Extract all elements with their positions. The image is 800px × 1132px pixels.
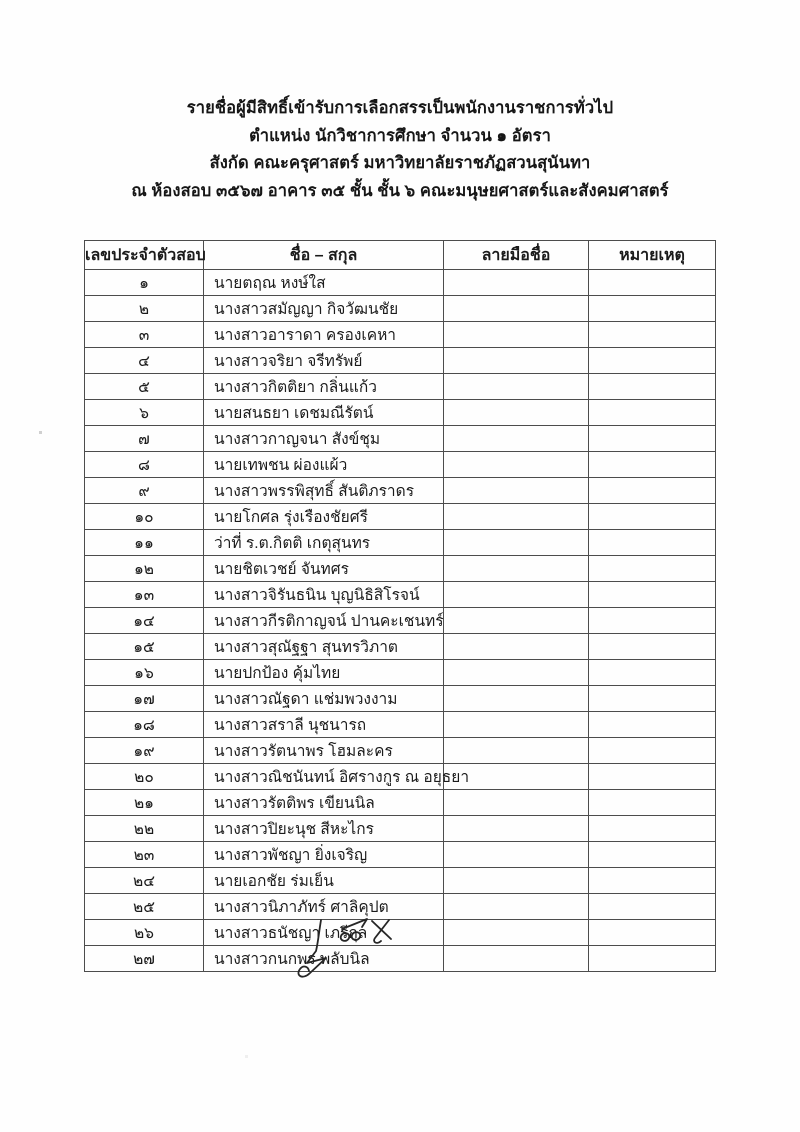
table-row: [85, 478, 716, 504]
signature-cell: [444, 712, 589, 738]
document-title-line-1: รายชื่อผู้มีสิทธิ์เข้ารับการเลือกสรรเป็นพนักงานราชการทั่วไป: [186, 99, 614, 117]
signature-cell: [444, 582, 589, 608]
scan-artifact-speck: [39, 431, 42, 434]
remark-cell: [589, 608, 716, 634]
signature-cell: [444, 322, 589, 348]
signature-cell: [444, 686, 589, 712]
name-cell: นางสาวจิรันธนิน บุญนิธิสิโรจน์: [204, 582, 444, 608]
exam-id-cell: ๒: [85, 296, 204, 322]
table-row: [85, 868, 716, 894]
remark-cell: [589, 738, 716, 764]
remark-cell: [589, 920, 716, 946]
table-row: [85, 270, 716, 296]
signature-cell: [444, 504, 589, 530]
remark-cell: [589, 686, 716, 712]
name-cell: นายปกป้อง คุ้มไทย: [204, 660, 444, 686]
exam-id-cell: ๑: [85, 270, 204, 296]
table-row: [85, 764, 716, 790]
remark-cell: [589, 764, 716, 790]
name-cell: นางสาวกิตติยา กลิ่นแก้ว: [204, 374, 444, 400]
name-cell: นายชิตเวชย์ จันทศร: [204, 556, 444, 582]
table-row: [85, 946, 716, 972]
exam-id-cell: ๓: [85, 322, 204, 348]
table-row: [85, 894, 716, 920]
exam-id-cell: ๙: [85, 478, 204, 504]
exam-id-cell: ๑๒: [85, 556, 204, 582]
exam-id-cell: ๒๒: [85, 816, 204, 842]
signature-cell: [444, 556, 589, 582]
signature-cell: [444, 842, 589, 868]
exam-id-cell: ๑๔: [85, 608, 204, 634]
table-row: [85, 296, 716, 322]
name-cell: นางสาวสมัญญา กิจวัฒนชัย: [204, 296, 444, 322]
name-cell: นางสาวอาราดา ครองเคหา: [204, 322, 444, 348]
exam-id-cell: ๒๓: [85, 842, 204, 868]
remark-cell: [589, 348, 716, 374]
exam-id-cell: ๑๐: [85, 504, 204, 530]
exam-id-cell: ๑๙: [85, 738, 204, 764]
name-cell: นางสาวธนัชญา เภรีกุล: [204, 920, 444, 946]
name-cell: นางสาวณิชนันทน์ อิศรางกูร ณ อยุธยา: [204, 764, 444, 790]
name-cell: ว่าที่ ร.ต.กิตติ เกตุสุนทร: [204, 530, 444, 556]
signature-cell: [444, 400, 589, 426]
name-cell: นางสาวรัตนาพร โฮมละคร: [204, 738, 444, 764]
name-cell: นางสาวจริยา จรีทรัพย์: [204, 348, 444, 374]
exam-id-cell: ๑๕: [85, 634, 204, 660]
table-row: [85, 348, 716, 374]
signature-cell: [444, 270, 589, 296]
name-cell: นางสาวปิยะนุช สีหะไกร: [204, 816, 444, 842]
exam-id-cell: ๒๕: [85, 894, 204, 920]
name-cell: นายตฤณ หงษ์ใส: [204, 270, 444, 296]
exam-id-cell: ๘: [85, 452, 204, 478]
signature-cell: [444, 738, 589, 764]
exam-id-cell: ๕: [85, 374, 204, 400]
table-row: [85, 686, 716, 712]
scan-artifact-speck: [245, 1055, 248, 1058]
name-cell: นางสาวพรรพิสุทธิ์ สันติภราดร: [204, 478, 444, 504]
table-row: [85, 634, 716, 660]
signature-cell: [444, 348, 589, 374]
signature-cell: [444, 868, 589, 894]
signature-cell: [444, 920, 589, 946]
exam-id-cell: ๑๗: [85, 686, 204, 712]
table-row: [85, 712, 716, 738]
table-row: [85, 738, 716, 764]
remark-cell: [589, 868, 716, 894]
document-header: [0, 95, 800, 205]
table-header-row: [85, 241, 716, 270]
remark-cell: [589, 478, 716, 504]
table-row: [85, 504, 716, 530]
name-cell: นายสนธยา เดชมณีรัตน์: [204, 400, 444, 426]
remark-cell: [589, 270, 716, 296]
name-cell: นางสาวสราลี นุชนารถ: [204, 712, 444, 738]
remark-cell: [589, 504, 716, 530]
candidate-roster-table: [84, 240, 716, 972]
name-cell: นางสาวกนกพร พลับนิล: [204, 946, 444, 972]
signature-cell: [444, 946, 589, 972]
remark-cell: [589, 426, 716, 452]
name-cell: นางสาวณัฐดา แช่มพวงงาม: [204, 686, 444, 712]
signature-cell: [444, 634, 589, 660]
signature-cell: [444, 478, 589, 504]
table-row: [85, 608, 716, 634]
table-row: [85, 374, 716, 400]
candidate-table-body: [85, 270, 716, 972]
document-title-line-4: ณ ห้องสอบ ๓๕๖๗ อาคาร ๓๕ ชั้น ชั้น ๖ คณะมนุษยศาสตร์และสังคมศาสตร์: [131, 181, 669, 200]
table-row: [85, 556, 716, 582]
remark-cell: [589, 530, 716, 556]
exam-id-cell: ๑๖: [85, 660, 204, 686]
table-row: [85, 790, 716, 816]
name-cell: นางสาวรัตติพร เขียนนิล: [204, 790, 444, 816]
exam-id-cell: ๑๑: [85, 530, 204, 556]
remark-cell: [589, 790, 716, 816]
remark-cell: [589, 296, 716, 322]
signature-cell: [444, 296, 589, 322]
exam-id-cell: ๒๗: [85, 946, 204, 972]
exam-id-cell: ๒๖: [85, 920, 204, 946]
name-cell: นางสาวพัชญา ยิ่งเจริญ: [204, 842, 444, 868]
remark-cell: [589, 842, 716, 868]
header-remark: หมายเหตุ: [589, 241, 716, 270]
table-row: [85, 322, 716, 348]
header-exam-id: เลขประจำตัวสอบ: [85, 241, 204, 270]
signature-cell: [444, 816, 589, 842]
signature-cell: [444, 374, 589, 400]
name-cell: นางสาวสุณัฐฐา สุนทรวิภาต: [204, 634, 444, 660]
table-row: [85, 582, 716, 608]
signature-cell: [444, 426, 589, 452]
exam-id-cell: ๖: [85, 400, 204, 426]
remark-cell: [589, 556, 716, 582]
exam-id-cell: ๒๑: [85, 790, 204, 816]
header-name-surname: ชื่อ – สกุล: [204, 241, 444, 270]
table-row: [85, 816, 716, 842]
exam-id-cell: ๑๘: [85, 712, 204, 738]
name-cell: นายเอกชัย ร่มเย็น: [204, 868, 444, 894]
name-cell: นายเทพชน ผ่องแผ้ว: [204, 452, 444, 478]
table-row: [85, 842, 716, 868]
signature-cell: [444, 452, 589, 478]
remark-cell: [589, 582, 716, 608]
name-cell: นางสาวนิภาภัทร์ ศาลิคุปต: [204, 894, 444, 920]
remark-cell: [589, 712, 716, 738]
name-cell: นางสาวกาญจนา สังข์ชุม: [204, 426, 444, 452]
signature-cell: [444, 894, 589, 920]
remark-cell: [589, 634, 716, 660]
table-row: [85, 452, 716, 478]
table-row: [85, 426, 716, 452]
remark-cell: [589, 816, 716, 842]
remark-cell: [589, 374, 716, 400]
name-cell: นางสาวกีรติกาญจน์ ปานคะเชนทร์: [204, 608, 444, 634]
signature-cell: [444, 608, 589, 634]
exam-id-cell: ๗: [85, 426, 204, 452]
exam-id-cell: ๑๓: [85, 582, 204, 608]
remark-cell: [589, 894, 716, 920]
exam-id-cell: ๒๐: [85, 764, 204, 790]
remark-cell: [589, 946, 716, 972]
signature-cell: [444, 660, 589, 686]
document-title-line-3: สังกัด คณะครุศาสตร์ มหาวิทยาลัยราชภัฏสวนสุนันทา: [209, 154, 591, 172]
exam-id-cell: ๒๔: [85, 868, 204, 894]
table-row: [85, 530, 716, 556]
document-title-line-2: ตำแหน่ง นักวิชาการศึกษา จำนวน ๑ อัตรา: [249, 126, 551, 145]
remark-cell: [589, 660, 716, 686]
exam-id-cell: ๔: [85, 348, 204, 374]
signature-cell: [444, 790, 589, 816]
name-cell: นายโกศล รุ่งเรืองชัยศรี: [204, 504, 444, 530]
table-row: [85, 400, 716, 426]
remark-cell: [589, 322, 716, 348]
header-signature: ลายมือชื่อ: [444, 241, 589, 270]
remark-cell: [589, 452, 716, 478]
table-row: [85, 660, 716, 686]
remark-cell: [589, 400, 716, 426]
signature-cell: [444, 530, 589, 556]
table-row: [85, 920, 716, 946]
